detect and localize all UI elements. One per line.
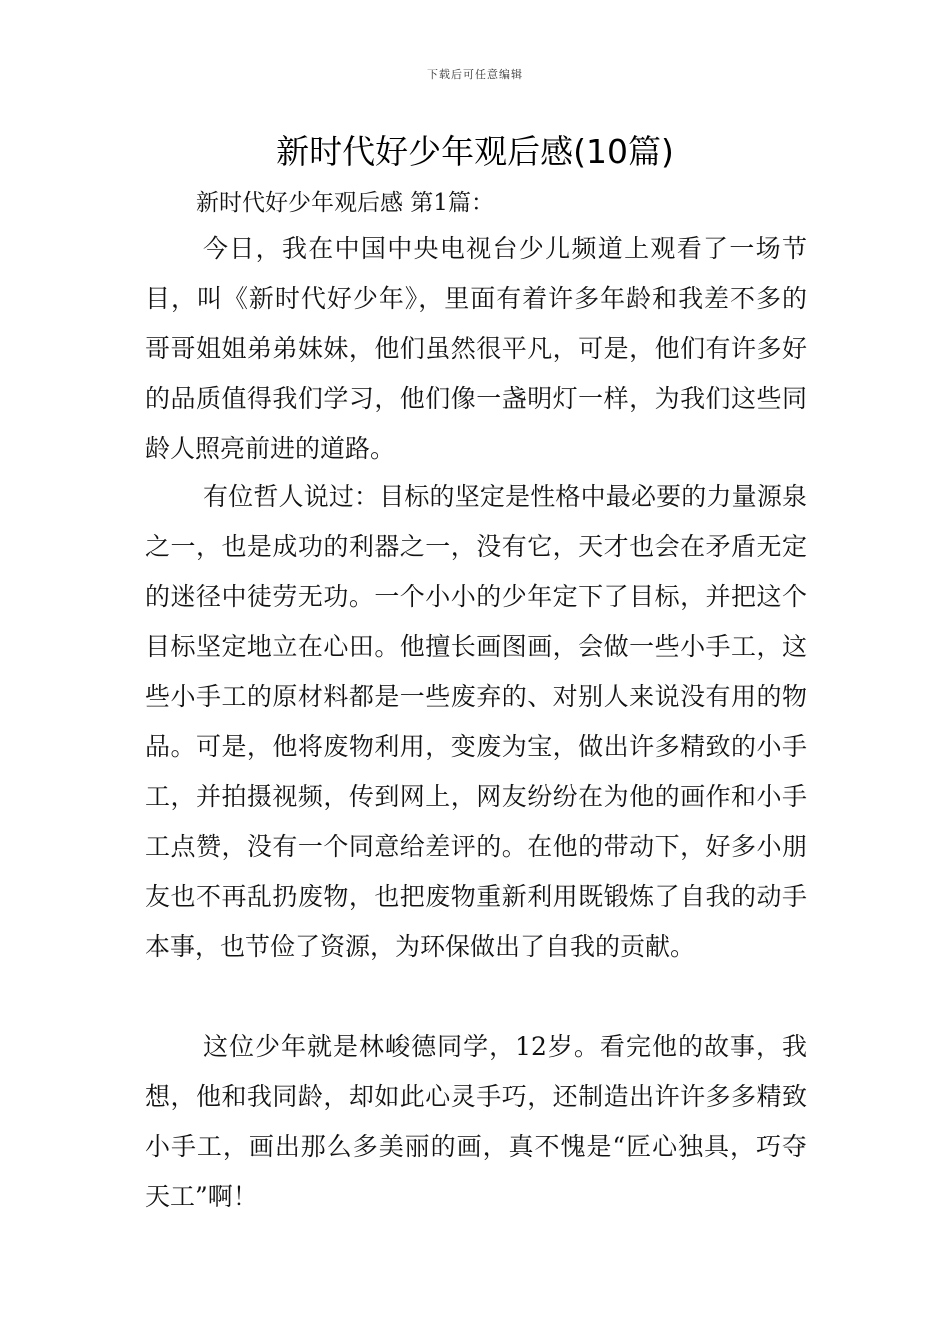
paragraph-2: 有位哲人说过：目标的坚定是性格中最必要的力量源泉之一，也是成功的利器之一，没有它，天才也会在矛盾无定的迷径中徒劳无功。一个小小的少年定下了目标，并把这个目标坚定地立在心田。他擅长画图画，会做一些小手工，这些小手工的原材料都是一些废弃的、对别人来说没有用的物品。可是，他将废物利用，变废为宝，做出许多精致的小手工，并拍摄视频，传到网上，网友纷纷在为他的画作和小手工点赞，没有一个同意给差评的。在他的带动下，好多小朋友也不再乱扔废物，也把废物重新利用既锻炼了自我的动手本事，也节俭了资源，为环保做出了自我的贡献。 [145,482,807,961]
paragraph-1: 今日，我在中国中央电视台少儿频道上观看了一场节目，叫《新时代好少年》，里面有着许多年龄和我差不多的哥哥姐姐弟弟妹妹，他们虽然很平凡，可是，他们有许多好的品质值得我们学习，他们像一盏明灯一样，为我们这些同龄人照亮前进的道路。 [145,234,807,463]
document-title: 新时代好少年观后感(10篇) [276,132,674,171]
header-note: 下载后可任意编辑 [427,68,523,81]
section-heading: 新时代好少年观后感 第1篇： [196,190,494,216]
paragraph-3: 这位少年就是林峻德同学，12岁。看完他的故事，我想，他和我同龄，却如此心灵手巧，还制造出许许多多精致小手工，画出那么多美丽的画，真不愧是“匠心独具，巧夺天工”啊！ [145,1032,807,1211]
